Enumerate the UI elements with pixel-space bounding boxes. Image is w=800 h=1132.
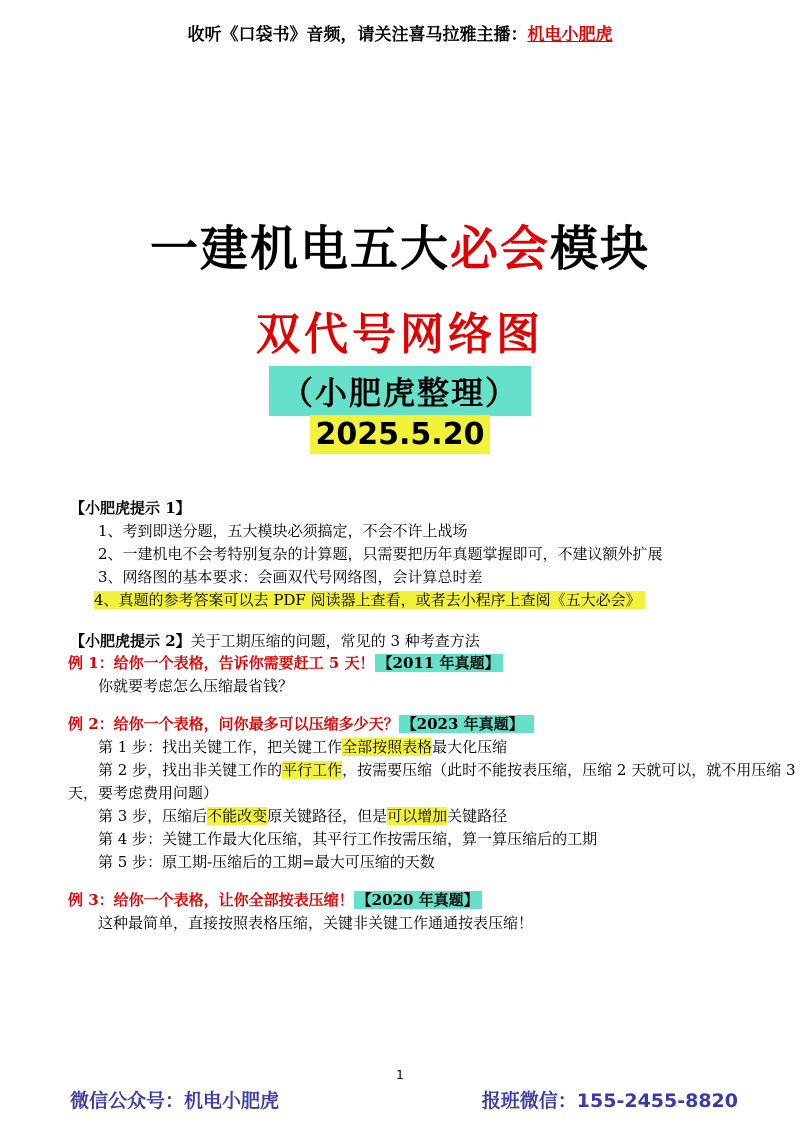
tip1-label: 【小肥虎提示 1】 [70,499,191,517]
page-number: 1 [396,1068,404,1082]
date-wrap [0,415,800,454]
step-text: 最大化压缩 [432,738,508,756]
example2-heading: 例 2：给你一个表格，问你最多可以压缩多少天？ [68,715,399,733]
example2-step3 [98,805,507,827]
tip1-item: 3、网络图的基本要求：会画双代号网络图，会计算总时差 [98,568,483,586]
example3-line: 这种最简单，直接按照表格压缩，关键非关键工作通通按表压缩！ [98,914,534,932]
main-title-red: 必会 [449,221,550,277]
author-note: （小肥虎整理） [269,366,531,416]
example3-title [68,889,482,911]
header-text: 收听《口袋书》音频，请关注喜马拉雅主播： [187,25,528,45]
tip1-item: 1、考到即送分题，五大模块必须搞定，不会不许上战场 [98,522,468,540]
example2-step4: 第 4 步：关键工作最大化压缩，其平行工作按需压缩，算一算压缩后的工期 [98,830,598,848]
step-text: 关键路径 [447,807,508,825]
step-highlight: 可以增加 [387,807,448,825]
page-header [0,20,800,45]
example1-title [68,652,503,674]
step-text: ，按需要压缩（此时不能按表压缩，压缩 2 天就可以，就不用压缩 3 [342,761,796,779]
date: 2025.5.20 [310,415,491,454]
footer-wechat-account: 微信公众号：机电小肥虎 [70,1090,280,1112]
example2-step2-cont: 天，要考虑费用问题） [68,784,219,802]
subtitle: 双代号网络图 [256,309,544,360]
tip1-item: 2、一建机电不会考特别复杂的计算题，只需要把历年真题掌握即可，不建议额外扩展 [98,545,663,563]
example2-step2 [98,759,796,781]
header-anchor-name[interactable]: 机电小肥虎 [527,25,613,45]
footer-contact: 报班微信：155-2455-8820 [481,1090,738,1112]
example2-title [68,713,534,735]
tip2-text: 关于工期压缩的问题，常见的 3 种考查方法 [190,632,480,650]
example3-heading: 例 3：给你一个表格，让你全部按表压缩！ [68,891,354,909]
example2-step1 [98,736,507,758]
example2-tag: 【2023 年真题】 [399,715,534,733]
tip1-item: 4、真题的参考答案可以去 PDF 阅读器上查看，或者去小程序上查阅《五大必会》 [94,591,645,609]
tip2-label: 【小肥虎提示 2】 [70,632,191,650]
example1-line: 你就要考虑怎么压缩最省钱？ [98,677,294,695]
step-highlight: 不能改变 [207,807,268,825]
tip2 [70,630,480,652]
step-text: 第 2 步，找出非关键工作的 [98,761,283,779]
example1-heading: 例 1：给你一个表格，告诉你需要赶工 5 天！ [68,654,375,672]
example1-tag: 【2011 年真题】 [375,654,503,672]
example3-tag: 【2020 年真题】 [354,891,482,909]
main-title-part1: 一建机电五大 [149,221,450,277]
step-highlight: 平行工作 [282,761,343,779]
example2-step5: 第 5 步：原工期-压缩后的工期=最大可压缩的天数 [98,853,435,871]
step-highlight: 全部按照表格 [342,738,433,756]
main-title [0,210,800,279]
tip1-item-highlighted [94,589,645,611]
main-title-part2: 模块 [550,221,651,277]
step-text: 第 1 步：找出关键工作，把关键工作 [98,738,343,756]
step-text: 第 3 步，压缩后 [98,807,208,825]
step-text: 原关键路径，但是 [267,807,388,825]
author-note-wrap [0,366,800,416]
